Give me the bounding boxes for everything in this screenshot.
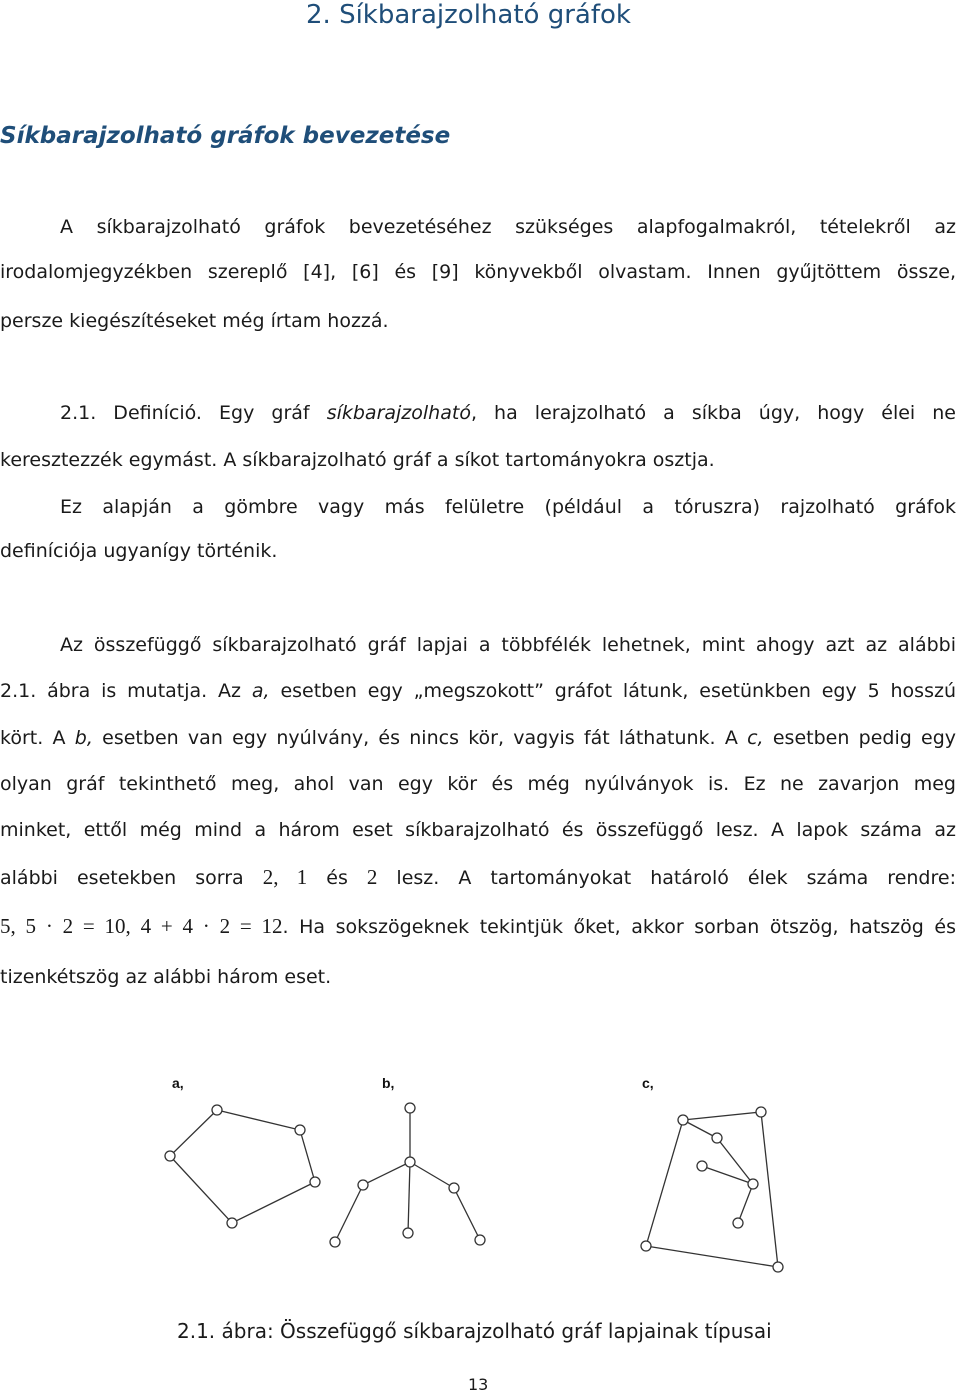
graph-node (310, 1177, 320, 1187)
graph-node (449, 1183, 459, 1193)
intro-line-2: irodalomjegyzékben szereplő [4], [6] és [9] könyvekből olvastam. Innen gyűjtöttem össze, (0, 261, 956, 283)
graph-node (641, 1241, 651, 1251)
body-line-3 (0, 726, 956, 750)
graph-node (712, 1133, 722, 1143)
chapter-heading: 2. Síkbarajzolható gráfok (306, 0, 631, 30)
graph-node (227, 1218, 237, 1228)
edge-count-math: 5, 5 · 2 = 10, 4 + 4 · 2 = 12 (0, 914, 283, 938)
remark-line-2: definíciója ugyanígy történik. (0, 540, 278, 562)
body-line-6 (0, 865, 956, 890)
body-line-3-c: esetben van egy nyúlvány, és nincs kör, vagyis fát láthatunk. A (102, 727, 738, 749)
intro-line-1: A síkbarajzolható gráfok bevezetéséhez szükséges alapfogalmakról, tételekről az (60, 216, 956, 238)
graph-node (475, 1235, 485, 1245)
graph-node (405, 1157, 415, 1167)
graph-a-cycle (170, 1110, 315, 1223)
graph-node (773, 1262, 783, 1272)
body-line-7-c: . Ha sokszögeknek tekintjük őket, akkor sorban ötszög, hatszög és (282, 916, 956, 938)
graph-nodes (165, 1103, 783, 1272)
body-line-6-a: alábbi esetekben sorra (0, 867, 244, 889)
body-line-5: minket, ettől még mind a három eset síkbarajzolható és összefüggő lesz. A lapok száma az (0, 819, 956, 841)
graph-node (212, 1105, 222, 1115)
graph-node (165, 1151, 175, 1161)
graph-node (748, 1179, 758, 1189)
body-line-4: olyan gráf tekinthető meg, ahol van egy kör és még nyúlványok is. Ez ne zavarjon meg (0, 773, 956, 795)
definition-text-after: , ha lerajzolható a síkba úgy, hogy élei ne (470, 402, 956, 424)
body-line-7 (0, 914, 956, 939)
body-line-6-b: és (326, 867, 348, 889)
body-line-3-e: esetben pedig egy (772, 727, 957, 749)
body-line-3-case-b: b, (74, 727, 93, 749)
section-heading: Síkbarajzolható gráfok bevezetése (0, 123, 451, 149)
body-line-2-case-a: a, (251, 680, 270, 702)
definition-line-1 (0, 401, 956, 425)
graph-node (403, 1228, 413, 1238)
body-line-1: Az összefüggő síkbarajzolható gráf lapjai a többfélék lehetnek, mint ahogy azt az alábbi (60, 634, 956, 656)
body-line-2-c: esetben egy „megszokott” gráfot látunk, esetünkben egy 5 hosszú (280, 680, 956, 702)
intro-line-3: persze kiegészítéseket még írtam hozzá. (0, 310, 389, 332)
faces-count-math-2: 2 (366, 865, 378, 889)
definition-line-2: keresztezzék egymást. A síkbarajzolható gráf a síkot tartományokra osztja. (0, 449, 715, 471)
body-line-2-a: 2.1. ábra is mutatja. Az (0, 680, 242, 702)
graph-node (756, 1107, 766, 1117)
definition-number: 2.1. Definíció. (60, 402, 202, 424)
body-line-6-c: lesz. A tartományokat határoló élek száma rendre: (396, 867, 956, 889)
faces-count-math: 2, 1 (262, 865, 308, 889)
page-number: 13 (468, 1375, 489, 1394)
body-line-2 (0, 679, 956, 703)
graph-node (678, 1115, 688, 1125)
figure-caption: 2.1. ábra: Összefüggő síkbarajzolható gráf lapjainak típusai (177, 1319, 772, 1343)
graph-node (697, 1161, 707, 1171)
graph-node (295, 1125, 305, 1135)
figure-graphs (120, 1058, 840, 1298)
figure-label-b: b, (382, 1075, 395, 1091)
body-line-8: tizenkétszög az alábbi három eset. (0, 966, 332, 988)
definition-text-before: Egy gráf (219, 402, 310, 424)
body-line-3-case-c: c, (747, 727, 764, 749)
remark-line-1: Ez alapján a gömbre vagy más felületre (például a tóruszra) rajzolható gráfok (60, 496, 956, 518)
graph-node (733, 1218, 743, 1228)
figure-label-a: a, (172, 1075, 184, 1091)
graph-node (358, 1180, 368, 1190)
graph-node (330, 1237, 340, 1247)
body-line-3-a: kört. A (0, 727, 66, 749)
figure-label-c: c, (642, 1075, 654, 1091)
graph-node (405, 1103, 415, 1113)
graph-edges (170, 1108, 778, 1267)
definition-term: síkbarajzolható (326, 402, 471, 424)
